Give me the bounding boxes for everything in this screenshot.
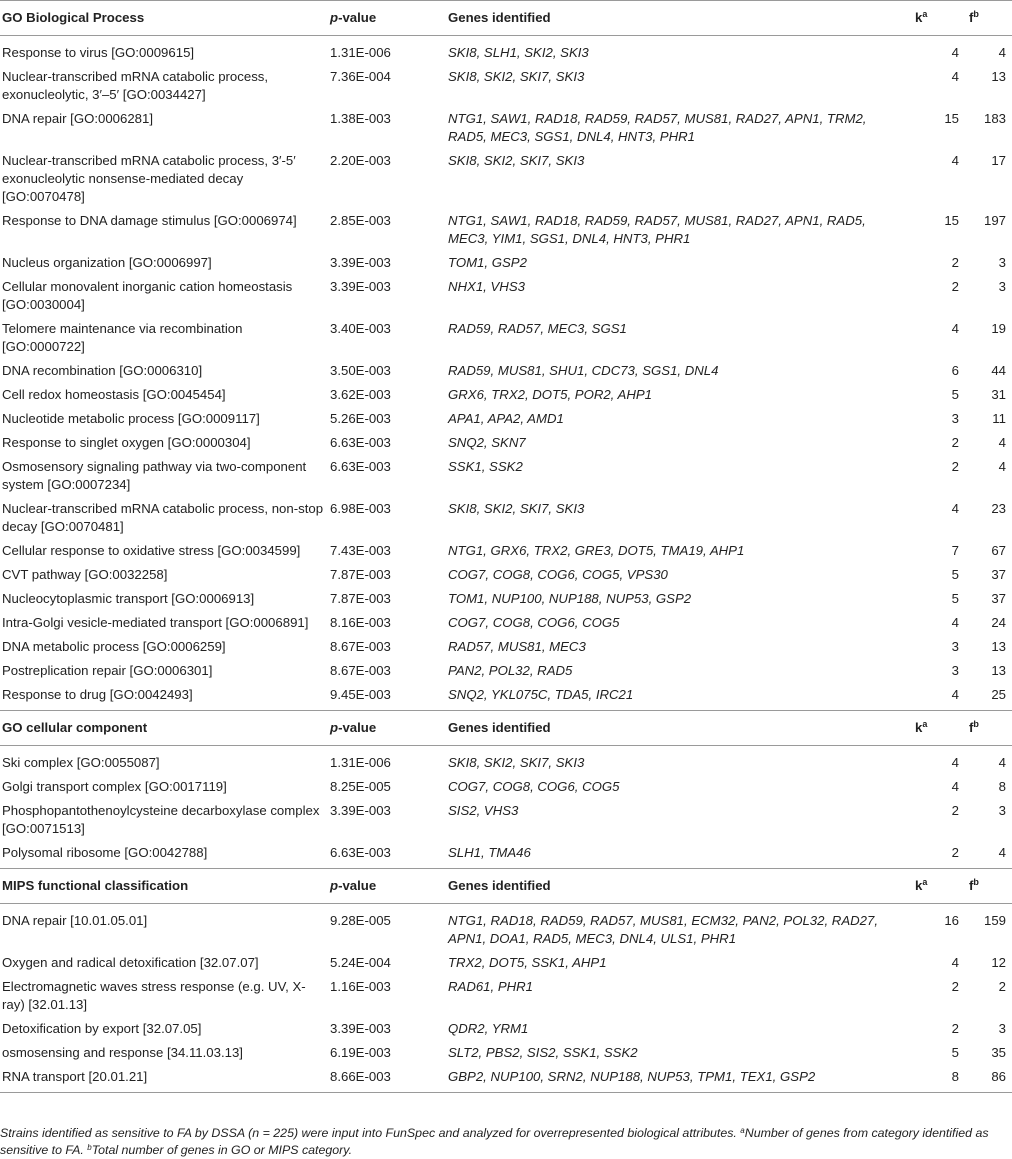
table-row — [0, 746, 1012, 777]
genes-cell: SKI8, SKI2, SKI7, SKI3 — [448, 501, 585, 516]
table-row — [0, 252, 1012, 276]
table-row — [0, 432, 1012, 456]
genes-column-header: Genes identified — [448, 711, 915, 746]
term-cell: DNA repair [GO:0006281] — [2, 111, 154, 126]
f-cell: 23 — [991, 501, 1006, 516]
genes-cell: PAN2, POL32, RAD5 — [448, 663, 573, 678]
pvalue-cell: 3.39E-003 — [330, 803, 391, 818]
term-cell: Response to drug [GO:0042493] — [2, 687, 193, 702]
f-cell: 197 — [983, 213, 1006, 228]
term-cell: CVT pathway [GO:0032258] — [2, 567, 168, 582]
table-row — [0, 150, 1012, 210]
term-cell: DNA metabolic process [GO:0006259] — [2, 639, 226, 654]
table-row — [0, 904, 1012, 953]
k-header-label: k — [915, 878, 923, 893]
term-cell: Oxygen and radical detoxification [32.07.07] — [2, 955, 259, 970]
f-column-header — [969, 711, 1012, 746]
genes-cell: NTG1, SAW1, RAD18, RAD59, RAD57, MUS81, RAD27, APN1, RAD5, MEC3, YIM1, SGS1, DNL4, HNT3, PHR1 — [448, 213, 866, 246]
k-cell: 3 — [951, 411, 959, 426]
genes-cell: RAD57, MUS81, MEC3 — [448, 639, 586, 654]
pvalue-cell: 5.26E-003 — [330, 411, 391, 426]
term-cell: Nucleotide metabolic process [GO:0009117] — [2, 411, 260, 426]
k-cell: 8 — [951, 1069, 959, 1084]
pvalue-cell: 5.24E-004 — [330, 955, 391, 970]
genes-cell: COG7, COG8, COG6, COG5 — [448, 779, 620, 794]
k-cell: 4 — [951, 321, 959, 336]
f-cell: 37 — [991, 567, 1006, 582]
term-cell: Golgi transport complex [GO:0017119] — [2, 779, 227, 794]
term-cell: Response to virus [GO:0009615] — [2, 45, 195, 60]
table-row — [0, 952, 1012, 976]
genes-cell: SKI8, SKI2, SKI7, SKI3 — [448, 755, 585, 770]
table-row — [0, 800, 1012, 842]
term-cell: Response to DNA damage stimulus [GO:0006974] — [2, 213, 297, 228]
pvalue-column-header — [330, 711, 448, 746]
pvalue-cell: 8.25E-005 — [330, 779, 391, 794]
k-cell: 4 — [951, 501, 959, 516]
table-row — [0, 108, 1012, 150]
table-row — [0, 360, 1012, 384]
k-cell: 2 — [951, 435, 959, 450]
table-row — [0, 384, 1012, 408]
table-body — [0, 1, 1012, 1093]
table-footnote — [0, 1125, 1012, 1159]
term-cell: Nucleus organization [GO:0006997] — [2, 255, 212, 270]
term-cell: Response to singlet oxygen [GO:0000304] — [2, 435, 251, 450]
genes-cell: SIS2, VHS3 — [448, 803, 519, 818]
table-row — [0, 636, 1012, 660]
section-header-row — [0, 869, 1012, 904]
genes-cell: NHX1, VHS3 — [448, 279, 525, 294]
pvalue-header-rest: -value — [338, 720, 377, 735]
k-header-sup: a — [922, 719, 928, 729]
pvalue-cell: 3.40E-003 — [330, 321, 391, 336]
pvalue-cell: 9.45E-003 — [330, 687, 391, 702]
pvalue-header-rest: -value — [338, 878, 377, 893]
table-row — [0, 540, 1012, 564]
f-cell: 31 — [991, 387, 1006, 402]
genes-cell: SKI8, SLH1, SKI2, SKI3 — [448, 45, 589, 60]
table-row — [0, 1018, 1012, 1042]
f-header-sup: b — [973, 9, 979, 19]
k-cell: 4 — [951, 153, 959, 168]
f-cell: 2 — [998, 979, 1006, 994]
term-cell: DNA recombination [GO:0006310] — [2, 363, 203, 378]
section-title: MIPS functional classification — [0, 869, 330, 904]
k-column-header — [915, 711, 969, 746]
k-header-sup: a — [922, 877, 928, 887]
f-cell: 13 — [991, 639, 1006, 654]
pvalue-cell: 1.31E-006 — [330, 755, 391, 770]
pvalue-cell: 6.63E-003 — [330, 845, 391, 860]
pvalue-cell: 3.39E-003 — [330, 1021, 391, 1036]
genes-cell: SKI8, SKI2, SKI7, SKI3 — [448, 69, 585, 84]
f-cell: 86 — [991, 1069, 1006, 1084]
f-cell: 24 — [991, 615, 1006, 630]
pvalue-cell: 2.20E-003 — [330, 153, 391, 168]
k-cell: 5 — [951, 387, 959, 402]
genes-cell: SSK1, SSK2 — [448, 459, 523, 474]
table-row — [0, 498, 1012, 540]
f-column-header — [969, 869, 1012, 904]
pvalue-cell: 8.66E-003 — [330, 1069, 391, 1084]
term-cell: Cellular response to oxidative stress [GO:0034599] — [2, 543, 301, 558]
term-cell: Nuclear-transcribed mRNA catabolic process, exonucleolytic, 3′–5′ [GO:0034427] — [2, 69, 269, 102]
table-row — [0, 318, 1012, 360]
pvalue-header-italic: p — [330, 720, 339, 735]
genes-cell: QDR2, YRM1 — [448, 1021, 529, 1036]
pvalue-cell: 3.62E-003 — [330, 387, 391, 402]
table-bottom-rule — [0, 1092, 1012, 1093]
pvalue-header-italic: p — [330, 878, 339, 893]
f-cell: 19 — [991, 321, 1006, 336]
k-cell: 2 — [951, 459, 959, 474]
table-row — [0, 456, 1012, 498]
term-cell: osmosensing and response [34.11.03.13] — [2, 1045, 243, 1060]
genes-cell: RAD59, RAD57, MEC3, SGS1 — [448, 321, 627, 336]
k-cell: 4 — [951, 45, 959, 60]
pvalue-cell: 6.63E-003 — [330, 459, 391, 474]
table-row — [0, 684, 1012, 711]
table-row — [0, 1042, 1012, 1066]
k-cell: 4 — [951, 615, 959, 630]
pvalue-cell: 2.85E-003 — [330, 213, 391, 228]
pvalue-header-rest: -value — [338, 10, 377, 25]
k-cell: 4 — [951, 69, 959, 84]
table-row — [0, 976, 1012, 1018]
k-cell: 4 — [951, 779, 959, 794]
f-cell: 4 — [998, 435, 1006, 450]
f-header-label: f — [969, 10, 974, 25]
genes-cell: RAD59, MUS81, SHU1, CDC73, SGS1, DNL4 — [448, 363, 719, 378]
genes-cell: NTG1, SAW1, RAD18, RAD59, RAD57, MUS81, RAD27, APN1, TRM2, RAD5, MEC3, SGS1, DNL4, HNT3, PHR1 — [448, 111, 867, 144]
pvalue-cell: 3.50E-003 — [330, 363, 391, 378]
footnote-text-3: Total number of genes in GO or MIPS category. — [91, 1143, 353, 1157]
k-cell: 4 — [951, 687, 959, 702]
table-row — [0, 588, 1012, 612]
term-cell: Postreplication repair [GO:0006301] — [2, 663, 213, 678]
k-cell: 2 — [951, 255, 959, 270]
section-title: GO Biological Process — [0, 1, 330, 36]
table-row — [0, 210, 1012, 252]
table-row — [0, 66, 1012, 108]
k-cell: 5 — [951, 591, 959, 606]
pvalue-cell: 1.38E-003 — [330, 111, 391, 126]
pvalue-cell: 7.87E-003 — [330, 591, 391, 606]
k-cell: 2 — [951, 979, 959, 994]
pvalue-cell: 8.67E-003 — [330, 663, 391, 678]
pvalue-cell: 7.36E-004 — [330, 69, 391, 84]
bottom-rule-cell — [0, 1092, 1012, 1093]
genes-cell: SLT2, PBS2, SIS2, SSK1, SSK2 — [448, 1045, 638, 1060]
term-cell: Cellular monovalent inorganic cation homeostasis [GO:0030004] — [2, 279, 293, 312]
k-column-header — [915, 1, 969, 36]
f-header-sup: b — [973, 719, 979, 729]
k-cell: 3 — [951, 663, 959, 678]
k-cell: 5 — [951, 567, 959, 582]
genes-cell: RAD61, PHR1 — [448, 979, 534, 994]
table-row — [0, 660, 1012, 684]
k-cell: 2 — [951, 845, 959, 860]
k-cell: 3 — [951, 639, 959, 654]
f-header-label: f — [969, 878, 974, 893]
f-cell: 11 — [992, 411, 1006, 426]
term-cell: Nuclear-transcribed mRNA catabolic process, non-stop decay [GO:0070481] — [2, 501, 324, 534]
f-cell: 67 — [991, 543, 1006, 558]
genes-cell: SNQ2, SKN7 — [448, 435, 526, 450]
term-cell: Phosphopantothenoylcysteine decarboxylase complex [GO:0071513] — [2, 803, 320, 836]
term-cell: Electromagnetic waves stress response (e.g. UV, X-ray) [32.01.13] — [2, 979, 306, 1012]
pvalue-cell: 7.43E-003 — [330, 543, 391, 558]
f-cell: 4 — [998, 45, 1006, 60]
k-cell: 16 — [944, 913, 959, 928]
genes-cell: SNQ2, YKL075C, TDA5, IRC21 — [448, 687, 634, 702]
genes-cell: TRX2, DOT5, SSK1, AHP1 — [448, 955, 607, 970]
k-cell: 15 — [944, 213, 959, 228]
k-cell: 2 — [951, 803, 959, 818]
f-cell: 13 — [991, 663, 1006, 678]
pvalue-cell: 7.87E-003 — [330, 567, 391, 582]
k-cell: 5 — [951, 1045, 959, 1060]
footnote-text-2: Number of genes from category identified as sensitive to FA. — [0, 1126, 989, 1157]
f-cell: 159 — [983, 913, 1006, 928]
f-cell: 12 — [991, 955, 1006, 970]
f-cell: 3 — [998, 279, 1006, 294]
f-cell: 4 — [998, 755, 1006, 770]
table-row — [0, 564, 1012, 588]
term-cell: Intra-Golgi vesicle-mediated transport [GO:0006891] — [2, 615, 309, 630]
k-cell: 7 — [951, 543, 959, 558]
term-cell: DNA repair [10.01.05.01] — [2, 913, 148, 928]
genes-cell: SKI8, SKI2, SKI7, SKI3 — [448, 153, 585, 168]
k-cell: 4 — [951, 955, 959, 970]
k-cell: 6 — [951, 363, 959, 378]
f-cell: 3 — [998, 803, 1006, 818]
term-cell: Ski complex [GO:0055087] — [2, 755, 160, 770]
f-cell: 25 — [991, 687, 1006, 702]
footnote-sup-a: a — [740, 1126, 745, 1135]
footnote-text-1: Strains identified as sensitive to FA by DSSA (n = 225) were input into FunSpec and analyzed for overrepresented biological attributes. — [0, 1126, 741, 1140]
section-header-row — [0, 711, 1012, 746]
f-cell: 13 — [991, 69, 1006, 84]
k-cell: 2 — [951, 1021, 959, 1036]
f-cell: 8 — [998, 779, 1006, 794]
f-cell: 17 — [991, 153, 1006, 168]
pvalue-cell: 6.63E-003 — [330, 435, 391, 450]
k-cell: 2 — [951, 279, 959, 294]
genes-cell: COG7, COG8, COG6, COG5 — [448, 615, 620, 630]
pvalue-cell: 9.28E-005 — [330, 913, 391, 928]
f-cell: 37 — [991, 591, 1006, 606]
pvalue-column-header — [330, 869, 448, 904]
pvalue-cell: 6.98E-003 — [330, 501, 391, 516]
term-cell: Cell redox homeostasis [GO:0045454] — [2, 387, 226, 402]
pvalue-cell: 3.39E-003 — [330, 255, 391, 270]
genes-cell: NTG1, GRX6, TRX2, GRE3, DOT5, TMA19, AHP1 — [448, 543, 745, 558]
k-cell: 15 — [944, 111, 959, 126]
term-cell: Osmosensory signaling pathway via two-component system [GO:0007234] — [2, 459, 307, 492]
pvalue-cell: 1.31E-006 — [330, 45, 391, 60]
f-cell: 35 — [991, 1045, 1006, 1060]
genes-cell: GRX6, TRX2, DOT5, POR2, AHP1 — [448, 387, 652, 402]
f-cell: 4 — [998, 845, 1006, 860]
footnote-sup-b: b — [87, 1143, 92, 1152]
pvalue-column-header — [330, 1, 448, 36]
k-header-sup: a — [922, 9, 928, 19]
f-header-sup: b — [973, 877, 979, 887]
genes-cell: GBP2, NUP100, SRN2, NUP188, NUP53, TPM1, TEX1, GSP2 — [448, 1069, 816, 1084]
genes-cell: NTG1, RAD18, RAD59, RAD57, MUS81, ECM32, PAN2, POL32, RAD27, APN1, DOA1, RAD5, MEC3, DNL4, ULS1, PHR1 — [448, 913, 878, 946]
genes-cell: SLH1, TMA46 — [448, 845, 531, 860]
table-row — [0, 776, 1012, 800]
term-cell: Nuclear-transcribed mRNA catabolic process, 3′-5′ exonucleolytic nonsense-mediated decay [GO:0070478] — [2, 153, 296, 204]
k-cell: 4 — [951, 755, 959, 770]
table-row — [0, 612, 1012, 636]
section-header-row — [0, 1, 1012, 36]
pvalue-cell: 8.16E-003 — [330, 615, 391, 630]
term-cell: Polysomal ribosome [GO:0042788] — [2, 845, 208, 860]
f-cell: 44 — [991, 363, 1006, 378]
term-cell: Nucleocytoplasmic transport [GO:0006913] — [2, 591, 255, 606]
term-cell: Telomere maintenance via recombination [GO:0000722] — [2, 321, 243, 354]
genes-cell: APA1, APA2, AMD1 — [448, 411, 564, 426]
table-row — [0, 36, 1012, 67]
table-row — [0, 276, 1012, 318]
k-header-label: k — [915, 720, 923, 735]
pvalue-header-italic: p — [330, 10, 339, 25]
term-cell: Detoxification by export [32.07.05] — [2, 1021, 202, 1036]
genes-column-header: Genes identified — [448, 1, 915, 36]
table-row — [0, 842, 1012, 869]
genes-column-header: Genes identified — [448, 869, 915, 904]
term-cell: RNA transport [20.01.21] — [2, 1069, 148, 1084]
pvalue-cell: 8.67E-003 — [330, 639, 391, 654]
genes-cell: TOM1, GSP2 — [448, 255, 527, 270]
table-row — [0, 408, 1012, 432]
k-column-header — [915, 869, 969, 904]
f-header-label: f — [969, 720, 974, 735]
table-row — [0, 1066, 1012, 1092]
f-cell: 183 — [983, 111, 1006, 126]
pvalue-cell: 1.16E-003 — [330, 979, 391, 994]
pvalue-cell: 3.39E-003 — [330, 279, 391, 294]
f-column-header — [969, 1, 1012, 36]
pvalue-cell: 6.19E-003 — [330, 1045, 391, 1060]
f-cell: 3 — [998, 1021, 1006, 1036]
genes-cell: COG7, COG8, COG6, COG5, VPS30 — [448, 567, 668, 582]
genes-cell: TOM1, NUP100, NUP188, NUP53, GSP2 — [448, 591, 692, 606]
section-title: GO cellular component — [0, 711, 330, 746]
f-cell: 3 — [998, 255, 1006, 270]
f-cell: 4 — [998, 459, 1006, 474]
k-header-label: k — [915, 10, 923, 25]
